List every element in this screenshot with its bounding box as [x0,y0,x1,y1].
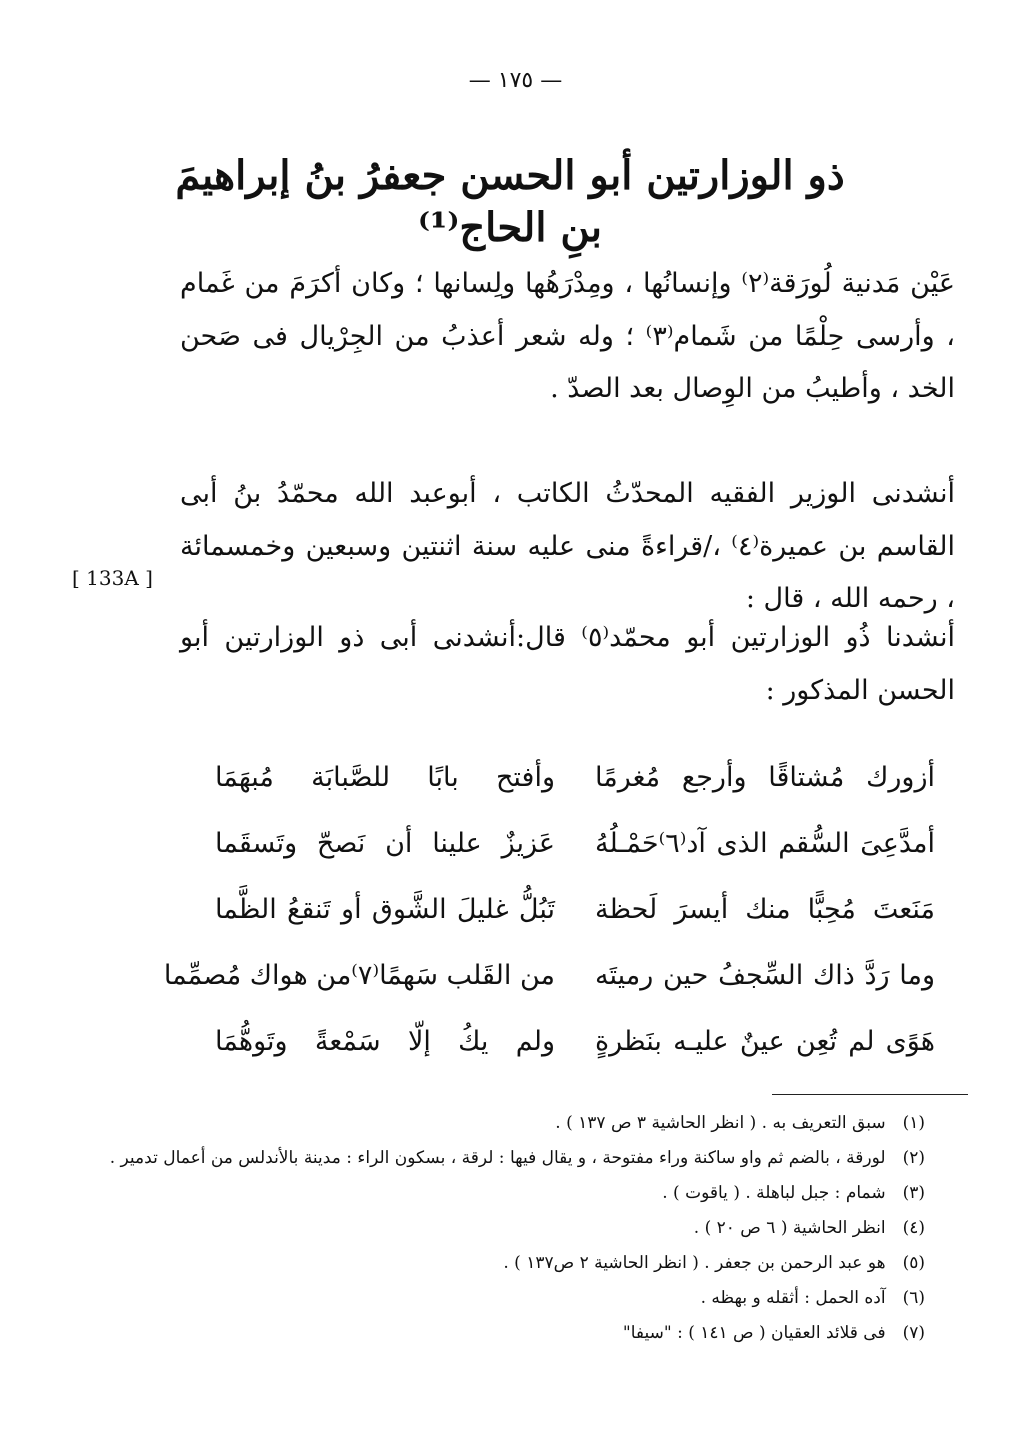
verse-second-hemistich: وأفتح بابًا للصَّبابَة مُبهَمَا [215,762,555,793]
poem-verse [215,745,935,811]
paragraph-description: عَيْن مَدنية لُورَقة⁽٢⁾ وإنسانُها ، ومِدْرَهُها ولِسانها ؛ وكان أكرَمَ من غَمام ، وأرسى حِلْمًا من شَمام⁽٣⁾ ؛ وله شعر أعذبُ من الجِرْيال فى صَحن الخد ، وأطيبُ من الوِصال بعد الصدّ . [180,268,955,405]
footnotes [109,1106,925,1351]
biography-title: ذو الوزارتين أبو الحسن جعفرُ بنُ إبراهيمَ بنِ الحاج⁽¹⁾ [175,152,845,251]
footnote-number: (٦) [902,1288,925,1308]
poem-verse [215,1009,935,1075]
footnote-divider [772,1094,968,1095]
footnote [180,1281,925,1316]
verse-second-hemistich: عَزيزٌ علينا أن نَصحّ وتَسقَما [215,828,555,859]
footnote-number: (٤) [902,1218,925,1238]
footnote-text: انظر الحاشية ( ٦ ص ٢٠ ) . [693,1218,886,1238]
paragraph-isnad: أنشدنى الوزير الفقيه المحدّثُ الكاتب ، أبوعبد الله محمّدُ بنُ أبى القاسم بن عميرة⁽٤⁾ ،/قراءةً منى عليه سنة اثنتين وسبعين وخمسمائة ، رحمه الله ، قال : [180,478,956,615]
footnote-number: (٣) [902,1183,925,1203]
footnote [180,1316,925,1351]
verse-second-hemistich: من القَلب سَهمًا⁽٧⁾من هواك مُصمِّما [163,960,555,991]
footnote [180,1211,925,1246]
footnote [180,1106,925,1141]
poem-verse [163,943,935,1009]
poem [163,745,935,1075]
footnote-number: (٥) [902,1253,925,1273]
footnote-text: هو عبد الرحمن بن جعفر . ( انظر الحاشية ٢ ص١٣٧ ) . [503,1253,886,1273]
verse-first-hemistich: أزورك مُشتاقًا وأرجع مُغرمًا [595,762,935,793]
verse-second-hemistich: ولم يكُ إلّا سَمْعةً وتَوهُّمَا [215,1026,555,1057]
footnote [109,1141,925,1176]
verse-first-hemistich: مَنَعتَ مُحِبًّا منك أيسرَ لَحظة [595,894,935,925]
page-number: — ١٧٥ — [468,68,563,93]
footnote-text: لورقة ، بالضم ثم واو ساكنة وراء مفتوحة ، و يقال فيها : لرقة ، بسكون الراء : مدينة بالأندلس من أعمال تدمير . [109,1148,886,1168]
poem-verse [215,877,935,943]
poem-verse [215,811,935,877]
footnote-number: (١) [902,1113,925,1133]
footnote [180,1176,925,1211]
verse-first-hemistich: هَوًى لم تُعِن عينٌ عليـه بنَظرةٍ [595,1026,935,1057]
footnote-text: شمام : جبل لباهلة . ( ياقوت ) . [662,1183,886,1203]
footnote-text: آده الحمل : أثقله و بهظه . [700,1288,886,1308]
footnote-text: فى قلائد العقيان ( ص ١٤١ ) : "سيفا" [622,1323,886,1343]
manuscript-folio-marker: [ 133A ] [72,566,153,590]
footnote-text: سبق التعريف به . ( انظر الحاشية ٣ ص ١٣٧ ) . [555,1113,886,1133]
footnote-number: (٢) [902,1148,925,1168]
paragraph-transmission: أنشدنا ذُو الوزارتين أبو محمّد⁽٥⁾ قال:أنشدنى أبى ذو الوزارتين أبو الحسن المذكور : [180,622,956,706]
footnote [180,1246,925,1281]
verse-first-hemistich: أمدَّعِىَ السُّقم الذى آد⁽٦⁾حَمْـلُهُ [595,828,935,859]
footnote-number: (٧) [902,1323,925,1343]
verse-second-hemistich: تَبُلُّ غليلَ الشَّوق أو تَنقعُ الظَّما [215,894,555,925]
verse-first-hemistich: وما رَدَّ ذاك السِّجفُ حين رميتَه [595,960,935,991]
